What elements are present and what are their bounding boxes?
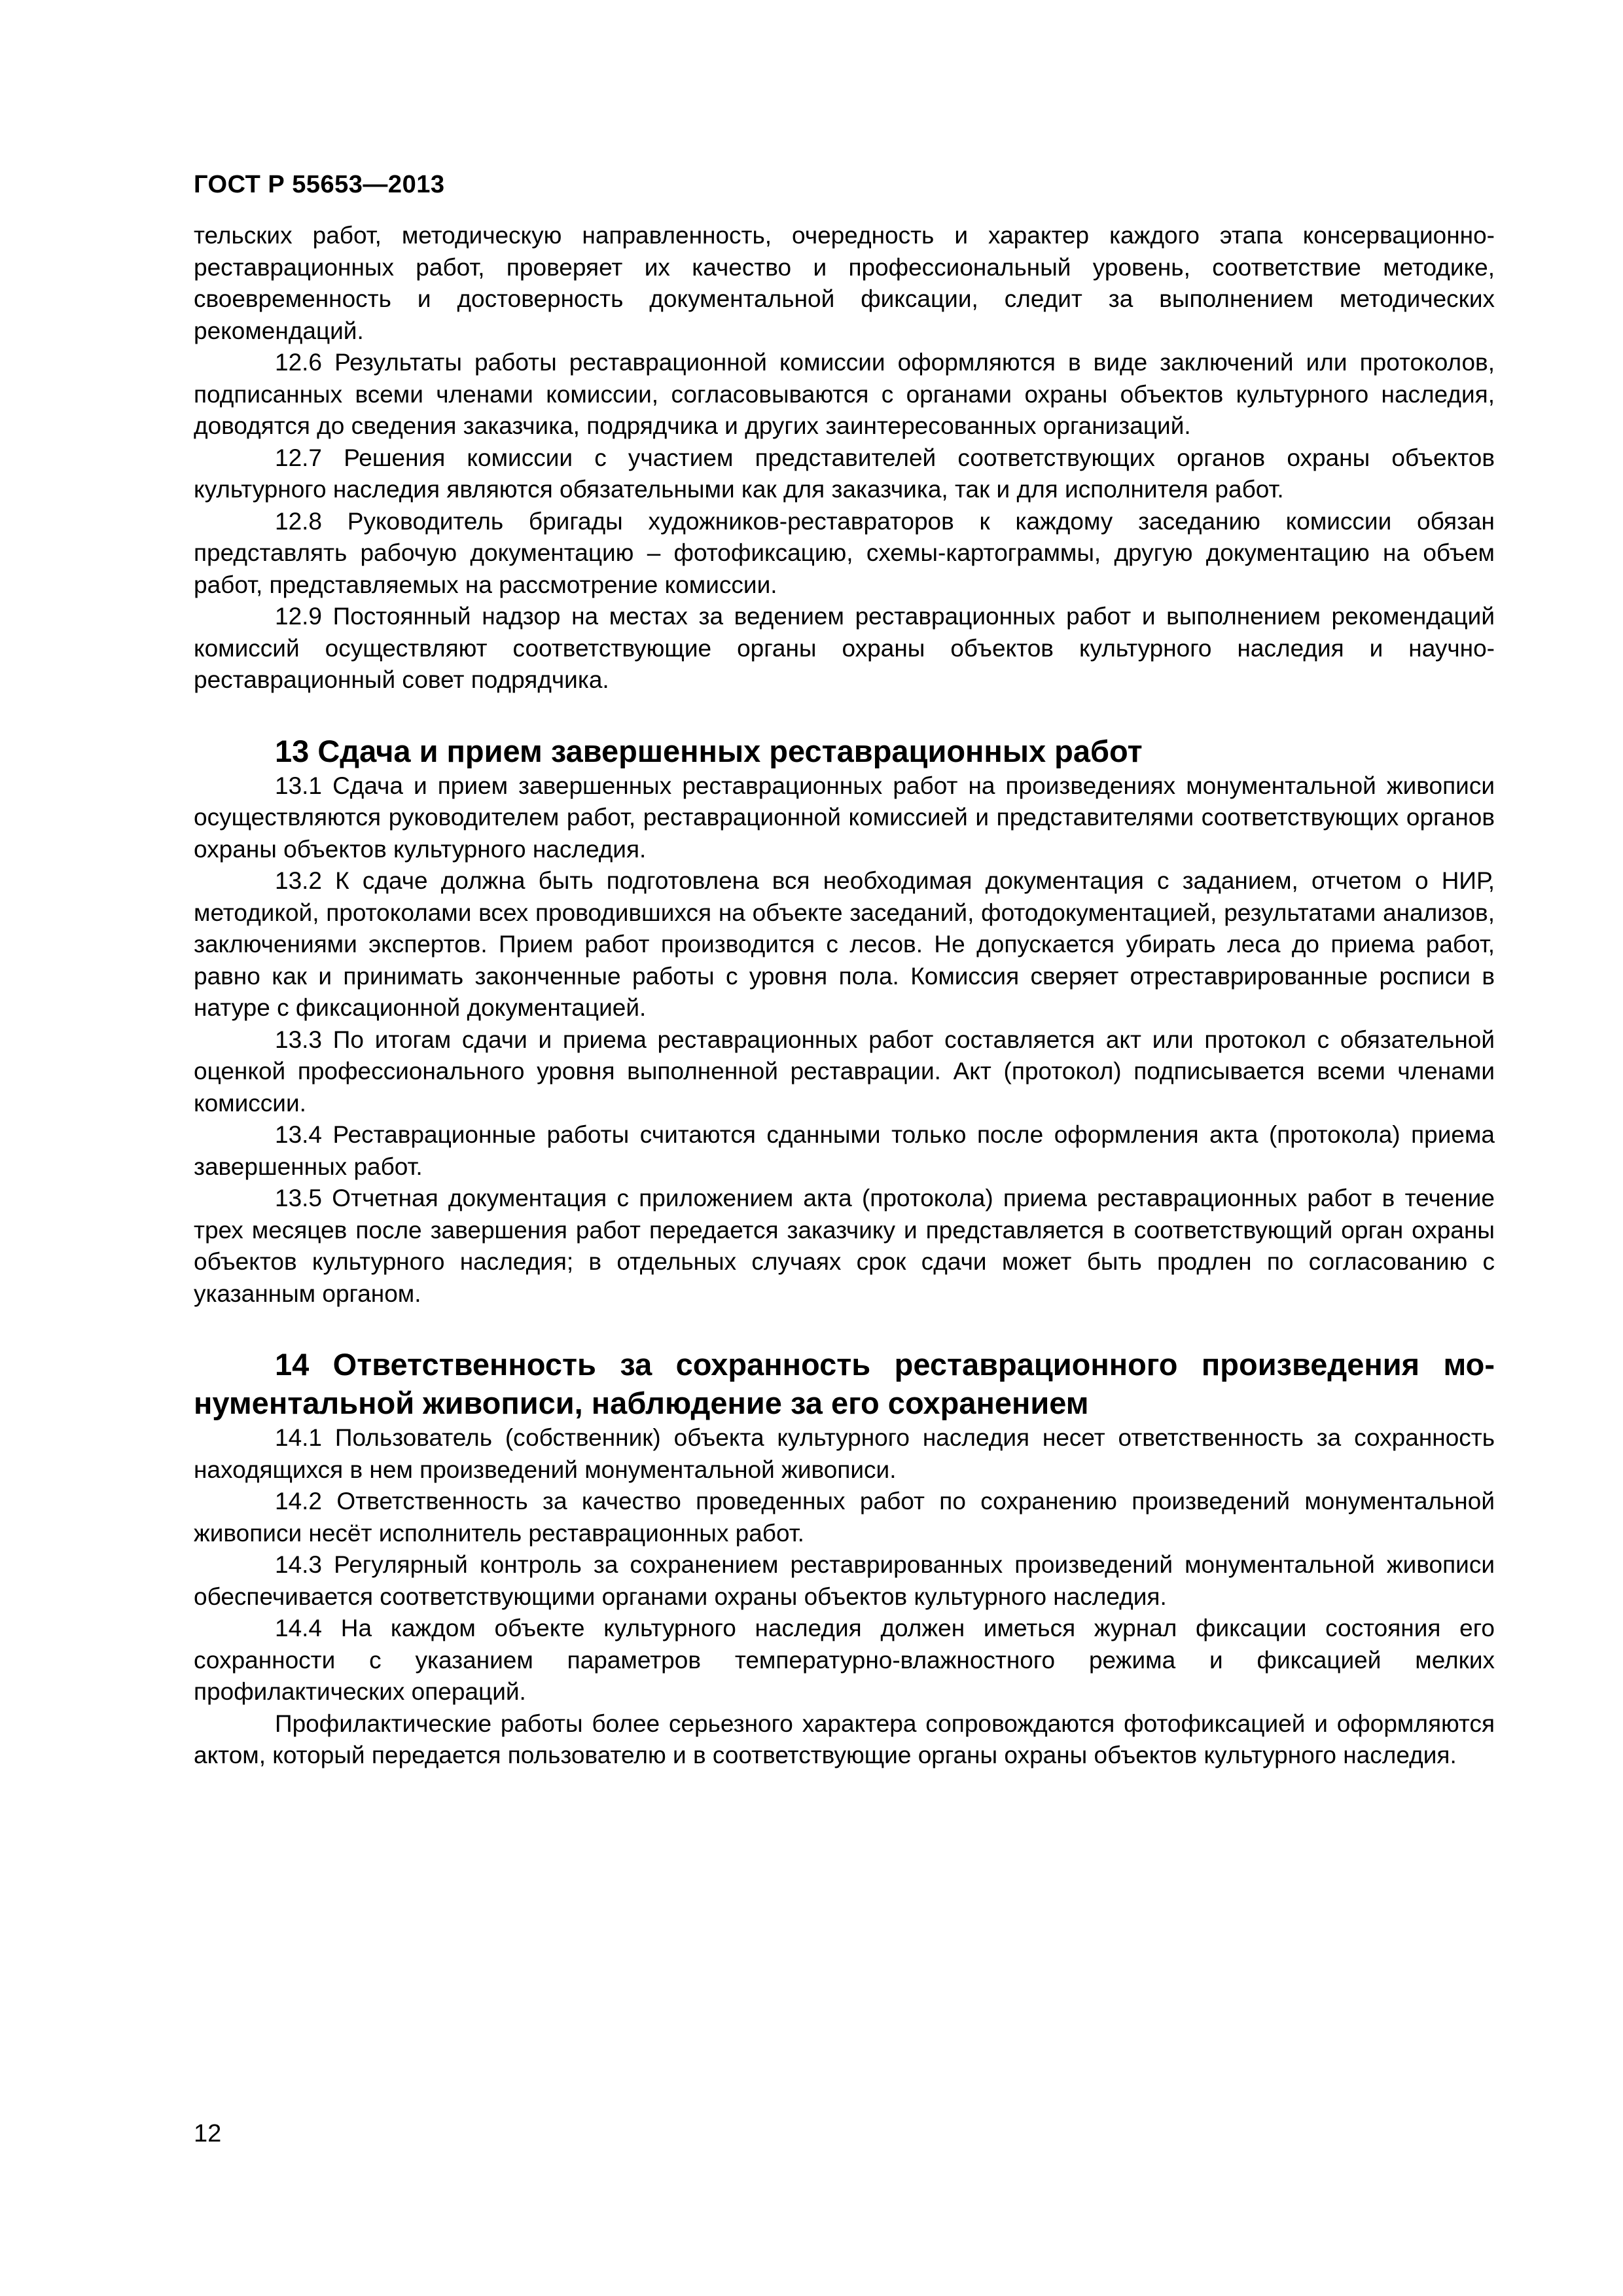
paragraph-14-4: 14.4 На каждом объекте культурного наследия должен иметься журнал фиксации состояния его сохранности с указанием параметров температурно-влажностного режима и фиксацией мелких профилактических операций. <box>194 1615 1495 1705</box>
document-body <box>194 220 1495 1772</box>
paragraph-13-1: 13.1 Сдача и прием завершенных реставрационных работ на произведениях монументальной живописи осуществляются руководителем работ, реставрационной комиссией и представителями соответствующих органов охраны объектов культурного наследия. <box>194 772 1495 863</box>
paragraph-14-final: Профилактические работы более серьезного характера сопровождаются фотофиксацией и оформляются актом, который передается пользователю и в соответствующие органы охраны объектов культурного наследия. <box>194 1710 1495 1768</box>
paragraph-14-3: 14.3 Регулярный контроль за сохранением реставрированных произведений монументальной живописи обеспечивается соответствующими органами охраны объектов культурного наследия. <box>194 1551 1495 1610</box>
page-number: 12 <box>194 2120 222 2147</box>
paragraph-12-9: 12.9 Постоянный надзор на местах за ведением реставрационных работ и выполнением рекомендаций комиссий осуществляют соответствующие органы охраны объектов культурного наследия и научно-реставрационный совет подрядчика. <box>194 603 1495 693</box>
document-code-header: ГОСТ Р 55653—2013 <box>194 171 445 198</box>
paragraph-13-5: 13.5 Отчетная документация с приложением акта (протокола) приема реставрационных работ в течение трех месяцев после завершения работ передается заказчику и представляется в соответствующий орган охраны объектов культурного наследия; в отдельных случаях срок сдачи может быть продлен по согласованию с указанным органом. <box>194 1185 1495 1307</box>
paragraph-13-2: 13.2 К сдаче должна быть подготовлена вся необходимая документация с заданием, отчетом о НИР, методикой, протоколами всех проводившихся на объекте заседаний, фотодокументацией, результатами анализов, заключениями экспертов. Прием работ производится с лесов. Не допускается убирать леса до приема работ, равно как и принимать законченные работы с уровня пола. Комиссия сверяет отреставрированные росписи в натуре с фиксационной документацией. <box>194 867 1495 1021</box>
paragraph-12-7: 12.7 Решения комиссии с участием представителей соответствующих органов охраны объектов культурного наследия являются обязательными как для заказчика, так и для исполнителя работ. <box>194 444 1495 503</box>
paragraph-14-1: 14.1 Пользователь (собственник) объекта культурного наследия несет ответственность за сохранность находящихся в нем произведений монументальной живописи. <box>194 1424 1495 1483</box>
paragraph-13-4: 13.4 Реставрационные работы считаются сданными только после оформления акта (протокола) приема завершенных работ. <box>194 1121 1495 1180</box>
paragraph-12-8: 12.8 Руководитель бригады художников-реставраторов к каждому заседанию комиссии обязан представлять рабочую документацию – фотофиксацию, схемы-картограммы, другую документацию на объем работ, представляемых на рассмотрение комиссии. <box>194 507 1495 598</box>
paragraph-13-3: 13.3 По итогам сдачи и приема реставрационных работ составляется акт или протокол с обязательной оценкой профессионального уровня выполненной реставрации. Акт (протокол) подписывается всеми членами комиссии. <box>194 1026 1495 1117</box>
paragraph-12-5-continuation: тельских работ, методическую направленность, очередность и характер каждого этапа консервационно-реставрационных работ, проверяет их качество и профессиональный уровень, соответствие методике, своевременность и достоверность документальной фиксации, следит за выполнением методических рекомендаций. <box>194 222 1495 344</box>
section-13-heading: 13 Сдача и прием завершенных реставрационных работ <box>275 733 1143 768</box>
section-14-heading: 14 Ответственность за сохранность реставрационного произведения монументальной живописи, наблюдение за его сохранением <box>194 1347 1495 1420</box>
paragraph-14-2: 14.2 Ответственность за качество проведенных работ по сохранению произведений монументальной живописи несёт исполнитель реставрационных работ. <box>194 1488 1495 1547</box>
paragraph-12-6: 12.6 Результаты работы реставрационной комиссии оформляются в виде заключений или протоколов, подписанных всеми членами комиссии, согласовываются с органами охраны объектов культурного наследия, доводятся до сведения заказчика, подрядчика и других заинтересованных организаций. <box>194 349 1495 439</box>
